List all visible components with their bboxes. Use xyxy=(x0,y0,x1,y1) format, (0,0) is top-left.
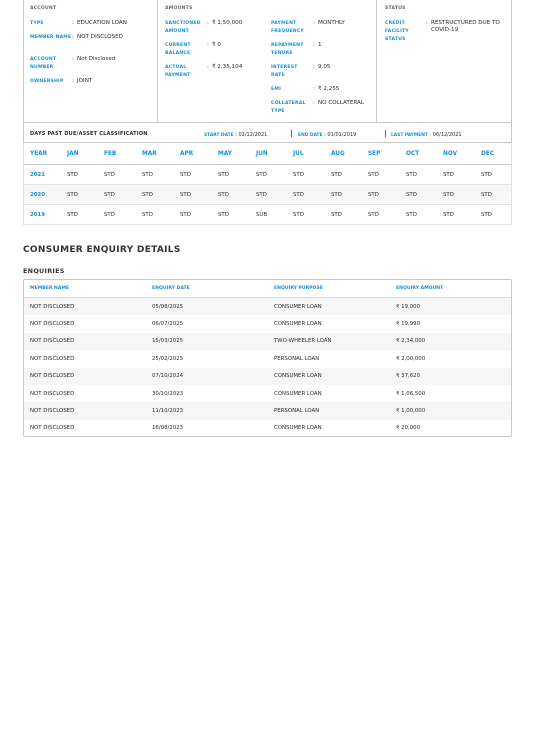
actual-payment-label: ACTUAL PAYMENT xyxy=(165,65,191,78)
dpd-status-cell: STD xyxy=(218,191,229,198)
enquiry-row xyxy=(24,333,511,350)
dpd-year-cell: 2019 xyxy=(30,211,46,218)
interest-rate-value: 9.05 xyxy=(318,64,331,70)
separator-colon: : xyxy=(429,132,433,138)
account-number-row xyxy=(30,56,152,72)
dpd-column-header: NOV xyxy=(443,150,458,157)
dpd-status-cell: STD xyxy=(218,171,229,178)
repayment-tenure-label: REPAYMENT TENURE xyxy=(271,43,304,56)
enquiry-cell: 16/08/2023 xyxy=(152,425,184,432)
ownership-row xyxy=(30,78,152,86)
member-name-row xyxy=(30,34,152,42)
enquiry-cell: NOT DISCLOSED xyxy=(30,303,75,310)
dpd-status-cell: STD xyxy=(368,211,379,218)
dpd-status-cell: STD xyxy=(180,191,191,198)
enquiry-cell: CONSUMER LOAN xyxy=(274,390,322,397)
separator-colon: : xyxy=(426,20,428,26)
enquiry-cell: 15/03/2025 xyxy=(152,338,184,345)
separator-colon: : xyxy=(313,20,315,26)
separator-colon: : xyxy=(72,34,74,40)
dpd-status-cell: STD xyxy=(142,171,153,178)
enquiry-row xyxy=(24,350,511,367)
end-date-value: 01/01/2019 xyxy=(327,132,357,138)
enquiry-row xyxy=(24,368,511,385)
dpd-status-cell: STD xyxy=(443,211,454,218)
last-payment-label: LAST PAYMENT xyxy=(391,133,428,138)
enquiry-cell: NOT DISCLOSED xyxy=(30,408,75,415)
enquiry-cell: ₹ 37,620 xyxy=(396,373,421,380)
enquiry-row xyxy=(24,298,511,315)
dpd-status-cell: STD xyxy=(481,211,492,218)
enquiry-cell: ₹ 19,990 xyxy=(396,321,421,328)
enquiry-cell: 06/07/2025 xyxy=(152,321,184,328)
end-date-label: END DATE xyxy=(298,133,323,138)
emi-row xyxy=(271,86,376,94)
emi-value: ₹ 2,255 xyxy=(318,86,340,92)
enquiry-column-header: ENQUIRY PURPOSE xyxy=(274,286,323,291)
enquiry-cell: 25/02/2025 xyxy=(152,355,184,362)
current-balance-value: ₹ 0 xyxy=(212,42,221,48)
credit-facility-status-label: CREDIT FACILITY STATUS xyxy=(385,21,409,42)
dpd-status-cell: STD xyxy=(331,191,342,198)
account-section xyxy=(24,0,158,122)
credit-facility-status-value: RESTRUCTURED DUE TO COVID-19 xyxy=(431,20,500,33)
dpd-status-cell: STD xyxy=(331,211,342,218)
dpd-status-cell: STD xyxy=(406,211,417,218)
dpd-divider xyxy=(291,130,292,137)
dpd-column-header: JUN xyxy=(256,150,268,157)
separator-colon: : xyxy=(313,42,315,48)
collateral-type-label: COLLATERAL TYPE xyxy=(271,101,306,114)
enquiry-cell: CONSUMER LOAN xyxy=(274,425,322,432)
separator-colon: : xyxy=(235,132,239,138)
dpd-row xyxy=(23,165,512,185)
dpd-status-cell: SUB xyxy=(256,211,268,218)
separator-colon: : xyxy=(324,132,328,138)
dpd-divider xyxy=(385,130,386,137)
separator-colon: : xyxy=(313,100,315,106)
enquiry-row xyxy=(24,385,511,402)
sanctioned-amount-value: ₹ 1,50,000 xyxy=(212,20,243,26)
repayment-tenure-value: 1 xyxy=(318,42,322,48)
dpd-column-header: AUG xyxy=(331,150,345,157)
separator-colon: : xyxy=(207,20,209,26)
dpd-row xyxy=(23,185,512,205)
dpd-status-cell: STD xyxy=(180,171,191,178)
enquiry-cell: NOT DISCLOSED xyxy=(30,425,75,432)
payment-frequency-value: MONTHLY xyxy=(318,20,345,26)
dpd-column-header: DEC xyxy=(481,150,495,157)
dpd-column-header: YEAR xyxy=(30,150,48,157)
enquiry-cell: ₹ 2,34,000 xyxy=(396,338,426,345)
credit-facility-status-row xyxy=(385,20,507,44)
separator-colon: : xyxy=(72,78,74,84)
dpd-title: DAYS PAST DUE/ASSET CLASSIFICATION xyxy=(30,131,148,137)
enquiry-cell: ₹ 1,00,000 xyxy=(396,408,426,415)
dpd-status-cell: STD xyxy=(67,211,78,218)
dpd-status-cell: STD xyxy=(256,171,267,178)
amounts-section-title: AMOUNTS xyxy=(165,6,193,11)
dpd-column-header: FEB xyxy=(104,150,117,157)
enquiry-cell: NOT DISCLOSED xyxy=(30,338,75,345)
dpd-column-header: MAY xyxy=(218,150,232,157)
dpd-status-cell: STD xyxy=(67,171,78,178)
dpd-status-cell: STD xyxy=(406,171,417,178)
status-section-title: STATUS xyxy=(385,6,406,11)
account-number-value: Not Disclosed xyxy=(77,56,116,62)
dpd-status-cell: STD xyxy=(67,191,78,198)
separator-colon: : xyxy=(313,64,315,70)
dpd-status-cell: STD xyxy=(142,211,153,218)
enquiry-cell: ₹ 20,000 xyxy=(396,425,421,432)
dpd-status-cell: STD xyxy=(368,171,379,178)
member-name-value: NOT DISCLOSED xyxy=(77,34,123,40)
account-details-panel xyxy=(23,0,512,123)
enquiry-cell: 30/10/2023 xyxy=(152,390,184,397)
dpd-status-cell: STD xyxy=(104,211,115,218)
start-date-label: START DATE xyxy=(204,133,234,138)
account-number-label: ACCOUNT NUMBER xyxy=(30,57,57,70)
dpd-column-header: APR xyxy=(180,150,194,157)
enquiry-cell: CONSUMER LOAN xyxy=(274,303,322,310)
collateral-type-value: NO COLLATERAL xyxy=(318,100,364,106)
dpd-status-cell: STD xyxy=(293,171,304,178)
enquiry-cell: NOT DISCLOSED xyxy=(30,321,75,328)
dpd-header-row xyxy=(23,143,512,165)
start-date-value: 01/12/2021 xyxy=(238,132,268,138)
account-type-value: EDUCATION LOAN xyxy=(77,20,127,26)
dpd-status-cell: STD xyxy=(481,191,492,198)
dpd-status-cell: STD xyxy=(180,211,191,218)
enquiry-row xyxy=(24,402,511,419)
dpd-column-header: JUL xyxy=(293,150,304,157)
enquiries-subheading: ENQUIRIES xyxy=(23,267,65,275)
separator-colon: : xyxy=(72,56,74,62)
separator-colon: : xyxy=(313,86,315,92)
enquiry-cell: 05/08/2025 xyxy=(152,303,184,310)
enquiry-header-row xyxy=(24,280,511,298)
enquiry-cell: PERSONAL LOAN xyxy=(274,355,320,362)
collateral-type-row xyxy=(271,100,376,116)
ownership-value: JOINT xyxy=(77,78,93,84)
enquiry-column-header: MEMBER NAME xyxy=(30,286,70,291)
payment-frequency-label: PAYMENT FREQUENCY xyxy=(271,21,304,34)
dpd-status-cell: STD xyxy=(142,191,153,198)
dpd-column-header: JAN xyxy=(67,150,79,157)
dpd-status-cell: STD xyxy=(406,191,417,198)
enquiry-cell: TWO-WHEELER LOAN xyxy=(274,338,332,345)
amounts-section xyxy=(158,0,377,122)
dpd-status-cell: STD xyxy=(104,171,115,178)
enquiry-cell: ₹ 1,06,500 xyxy=(396,390,426,397)
enquiry-column-header: ENQUIRY AMOUNT xyxy=(396,286,444,291)
sanctioned-amount-label: SANCTIONED AMOUNT xyxy=(165,21,201,34)
dpd-table xyxy=(23,143,512,225)
enquiry-cell: NOT DISCLOSED xyxy=(30,390,75,397)
status-section xyxy=(377,0,512,122)
enquiry-cell: ₹ 2,00,000 xyxy=(396,355,426,362)
dpd-status-cell: STD xyxy=(256,191,267,198)
dpd-year-cell: 2021 xyxy=(30,171,46,178)
enquiry-cell: CONSUMER LOAN xyxy=(274,373,322,380)
enquiry-row xyxy=(24,315,511,332)
account-type-label: TYPE xyxy=(30,21,44,26)
enquiry-row xyxy=(24,420,511,437)
separator-colon: : xyxy=(72,20,74,26)
dpd-row xyxy=(23,205,512,225)
actual-payment-row xyxy=(165,64,262,80)
separator-colon: : xyxy=(207,42,209,48)
dpd-status-cell: STD xyxy=(443,191,454,198)
dpd-status-cell: STD xyxy=(481,171,492,178)
current-balance-row xyxy=(165,42,262,58)
enquiry-column-header: ENQUIRY DATE xyxy=(152,286,190,291)
enquiry-cell: 07/10/2024 xyxy=(152,373,184,380)
enquiry-cell: PERSONAL LOAN xyxy=(274,408,320,415)
repayment-tenure-row xyxy=(271,42,376,58)
dpd-status-cell: STD xyxy=(331,171,342,178)
dpd-header-bar xyxy=(23,123,512,143)
separator-colon: : xyxy=(207,64,209,70)
dpd-status-cell: STD xyxy=(293,211,304,218)
enquiry-cell: NOT DISCLOSED xyxy=(30,355,75,362)
dpd-status-cell: STD xyxy=(368,191,379,198)
enquiry-cell: CONSUMER LOAN xyxy=(274,321,322,328)
last-payment xyxy=(391,132,462,138)
dpd-column-header: MAR xyxy=(142,150,157,157)
dpd-column-header: SEP xyxy=(368,150,381,157)
ownership-label: OWNERSHIP xyxy=(30,79,64,84)
end-date xyxy=(298,132,356,138)
consumer-enquiry-heading: CONSUMER ENQUIRY DETAILS xyxy=(23,245,181,255)
actual-payment-value: ₹ 2,35,104 xyxy=(212,64,243,70)
account-type-row xyxy=(30,20,152,28)
interest-rate-label: INTEREST RATE xyxy=(271,65,298,78)
dpd-column-header: OCT xyxy=(406,150,420,157)
member-name-label: MEMBER NAME xyxy=(30,35,72,40)
dpd-status-cell: STD xyxy=(218,211,229,218)
dpd-year-cell: 2020 xyxy=(30,191,46,198)
interest-rate-row xyxy=(271,64,376,80)
dpd-status-cell: STD xyxy=(293,191,304,198)
enquiry-cell: 11/10/2023 xyxy=(152,408,184,415)
start-date xyxy=(204,132,267,138)
payment-frequency-row xyxy=(271,20,376,36)
account-section-title: ACCOUNT xyxy=(30,6,57,11)
enquiries-table xyxy=(23,279,512,437)
current-balance-label: CURRENT BALANCE xyxy=(165,43,191,56)
emi-label: EMI xyxy=(271,87,282,92)
dpd-status-cell: STD xyxy=(443,171,454,178)
dpd-status-cell: STD xyxy=(104,191,115,198)
last-payment-value: 06/12/2021 xyxy=(432,132,462,138)
sanctioned-amount-row xyxy=(165,20,262,36)
enquiry-cell: ₹ 19,000 xyxy=(396,303,421,310)
enquiry-cell: NOT DISCLOSED xyxy=(30,373,75,380)
